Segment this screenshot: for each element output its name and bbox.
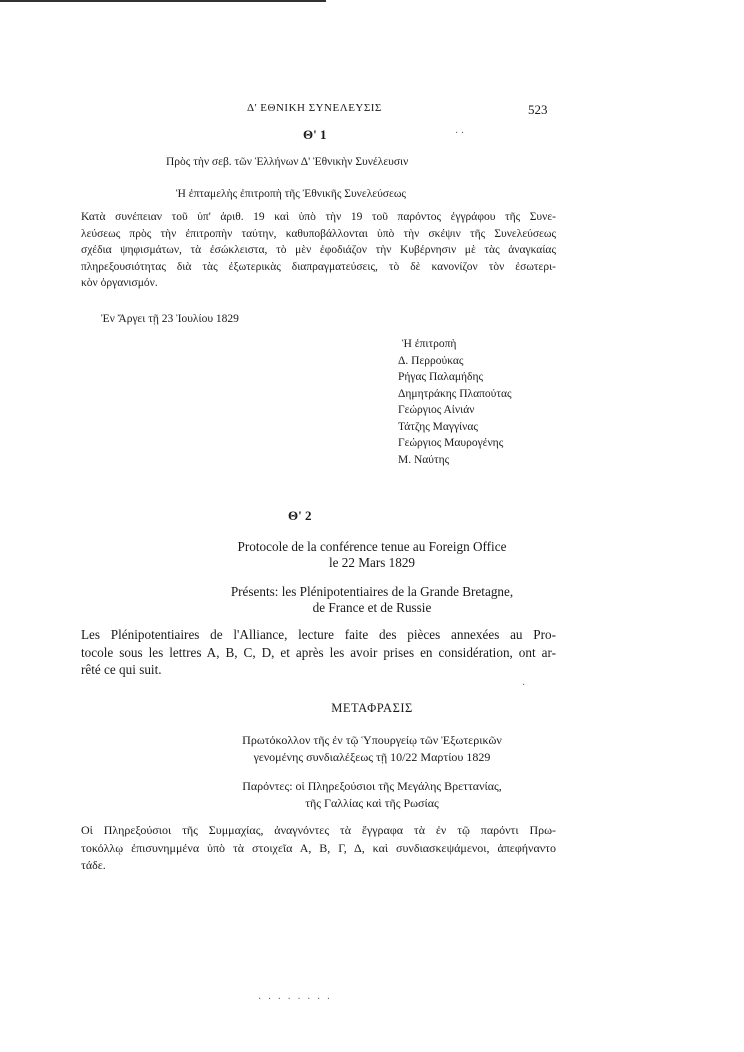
doc1-date-line: Ἐν Ἄργει τῇ 23 Ἰουλίου 1829 <box>101 313 239 325</box>
doc1-body-line: λεύσεως πρὸς τὴν ἐπιτροπὴν ταύτην, καθυποβάλλονται ὑπὸ τὴν σκέψιν τῆς Συνελεύσεως <box>81 227 556 240</box>
doc2-body <box>81 626 556 679</box>
doc1-body-line: σχέδια ψηφισμάτων, τὰ ἐσώκλειστα, τὸ μὲν ἐφοδιάζον τὴν Κυβέρνησιν μὲ τὰς ἀναγκαίας <box>81 244 556 257</box>
doc1-signatories <box>398 336 512 468</box>
top-rule <box>0 0 326 2</box>
signatory: Τάτζης Μαγγίνας <box>398 420 478 433</box>
doc1-body <box>81 209 556 292</box>
signatory: Δ. Περρούκας <box>398 354 464 367</box>
doc1-sender: Ἡ ἐπταμελὴς ἐπιτροπὴ τῆς Ἐθνικῆς Συνελεύσεως <box>176 188 406 200</box>
doc2-title-line: le 22 Mars 1829 <box>328 555 416 570</box>
signatory: Ἡ ἐπιτροπὴ <box>402 338 457 350</box>
doc2-gr-body <box>81 822 556 875</box>
doc2-body-line: tocole sous les lettres A, B, C, D, et après les avoir prises en considération, ont ar- <box>81 644 556 660</box>
signatory: Δημητράκης Πλαπούτας <box>398 387 512 400</box>
signatory: Ρήγας Παλαμήδης <box>398 371 484 383</box>
signatory: Μ. Ναύτης <box>398 453 450 466</box>
doc2-present-line: de France et de Russie <box>312 600 432 615</box>
scan-speck: · · <box>455 128 465 139</box>
doc2-gr-title-line: γενομένης συνδιαλέξεως τῇ 10/22 Μαρτίου 1829 <box>253 750 491 764</box>
scan-speck: · · · · · · · · <box>258 994 333 1005</box>
doc1-address: Πρὸς τὴν σεβ. τῶν Ἑλλήνων Δ' Ἐθνικὴν Συνέλευσιν <box>166 156 409 168</box>
doc2-gr-body-line: Οἱ Πληρεξούσιοι τῆς Συμμαχίας, ἀναγνόντες τὰ ἔγγραφα τὰ ἐν τῷ παρόντι Πρω- <box>81 823 556 837</box>
doc2-gr-body-line: τάδε. <box>81 858 106 872</box>
signatory: Γεώργιος Αἰνιάν <box>398 404 475 416</box>
doc2-gr-body-line: τοκόλλῳ ἐπισυνημμένα ὑπὸ τὰ στοιχεῖα Α, Β, Γ, Δ, καὶ συνδιασκεψάμενοι, ἀπεφήναντο <box>81 840 556 855</box>
doc1-body-line: κὸν ὀργανισμόν. <box>81 277 158 290</box>
doc1-number: Θ' 1 <box>303 127 327 142</box>
doc1-body-line: πληρεξουσιότητας διὰ τὰς ἐξωτερικὰς διαπραγματεύσεις, τὸ δὲ κανονίζον τὸν ἐσωτερι- <box>81 260 556 273</box>
doc2-number: Θ' 2 <box>288 508 312 523</box>
scan-speck: · <box>522 680 526 691</box>
doc2-gr-present-line: τῆς Γαλλίας καὶ τῆς Ρωσίας <box>305 796 439 810</box>
doc2-present-line: Présents: les Plénipotentiaires de la Grande Bretagne, <box>230 584 514 599</box>
page-number: 523 <box>528 102 548 117</box>
doc2-title-line: Protocole de la conférence tenue au Foreign Office <box>237 539 507 554</box>
doc2-body-line: Les Plénipotentiaires de l'Alliance, lecture faite des pièces annexées au Pro- <box>81 627 556 642</box>
doc1-body-line: Κατὰ συνέπειαν τοῦ ὑπ' ἀριθ. 19 καὶ ὑπὸ τὴν 19 τοῦ παρόντος ἐγγράφου τῆς Συνε- <box>81 211 556 223</box>
doc2-body-line: rêté ce qui suit. <box>81 662 162 677</box>
signatory: Γεώργιος Μαυρογένης <box>398 437 504 449</box>
translation-heading: ΜΕΤΑΦΡΑΣΙΣ <box>331 701 413 715</box>
doc2-gr-present-line: Παρόντες: οἱ Πληρεξούσιοι τῆς Μεγάλης Βρεττανίας, <box>242 779 502 793</box>
doc2-gr-title-line: Πρωτόκολλον τῆς ἐν τῷ Ὑπουργείῳ τῶν Ἐξωτερικῶν <box>242 733 502 747</box>
running-header: Δ' ΕΘΝΙΚΗ ΣΥΝΕΛΕΥΣΙΣ <box>247 102 382 114</box>
